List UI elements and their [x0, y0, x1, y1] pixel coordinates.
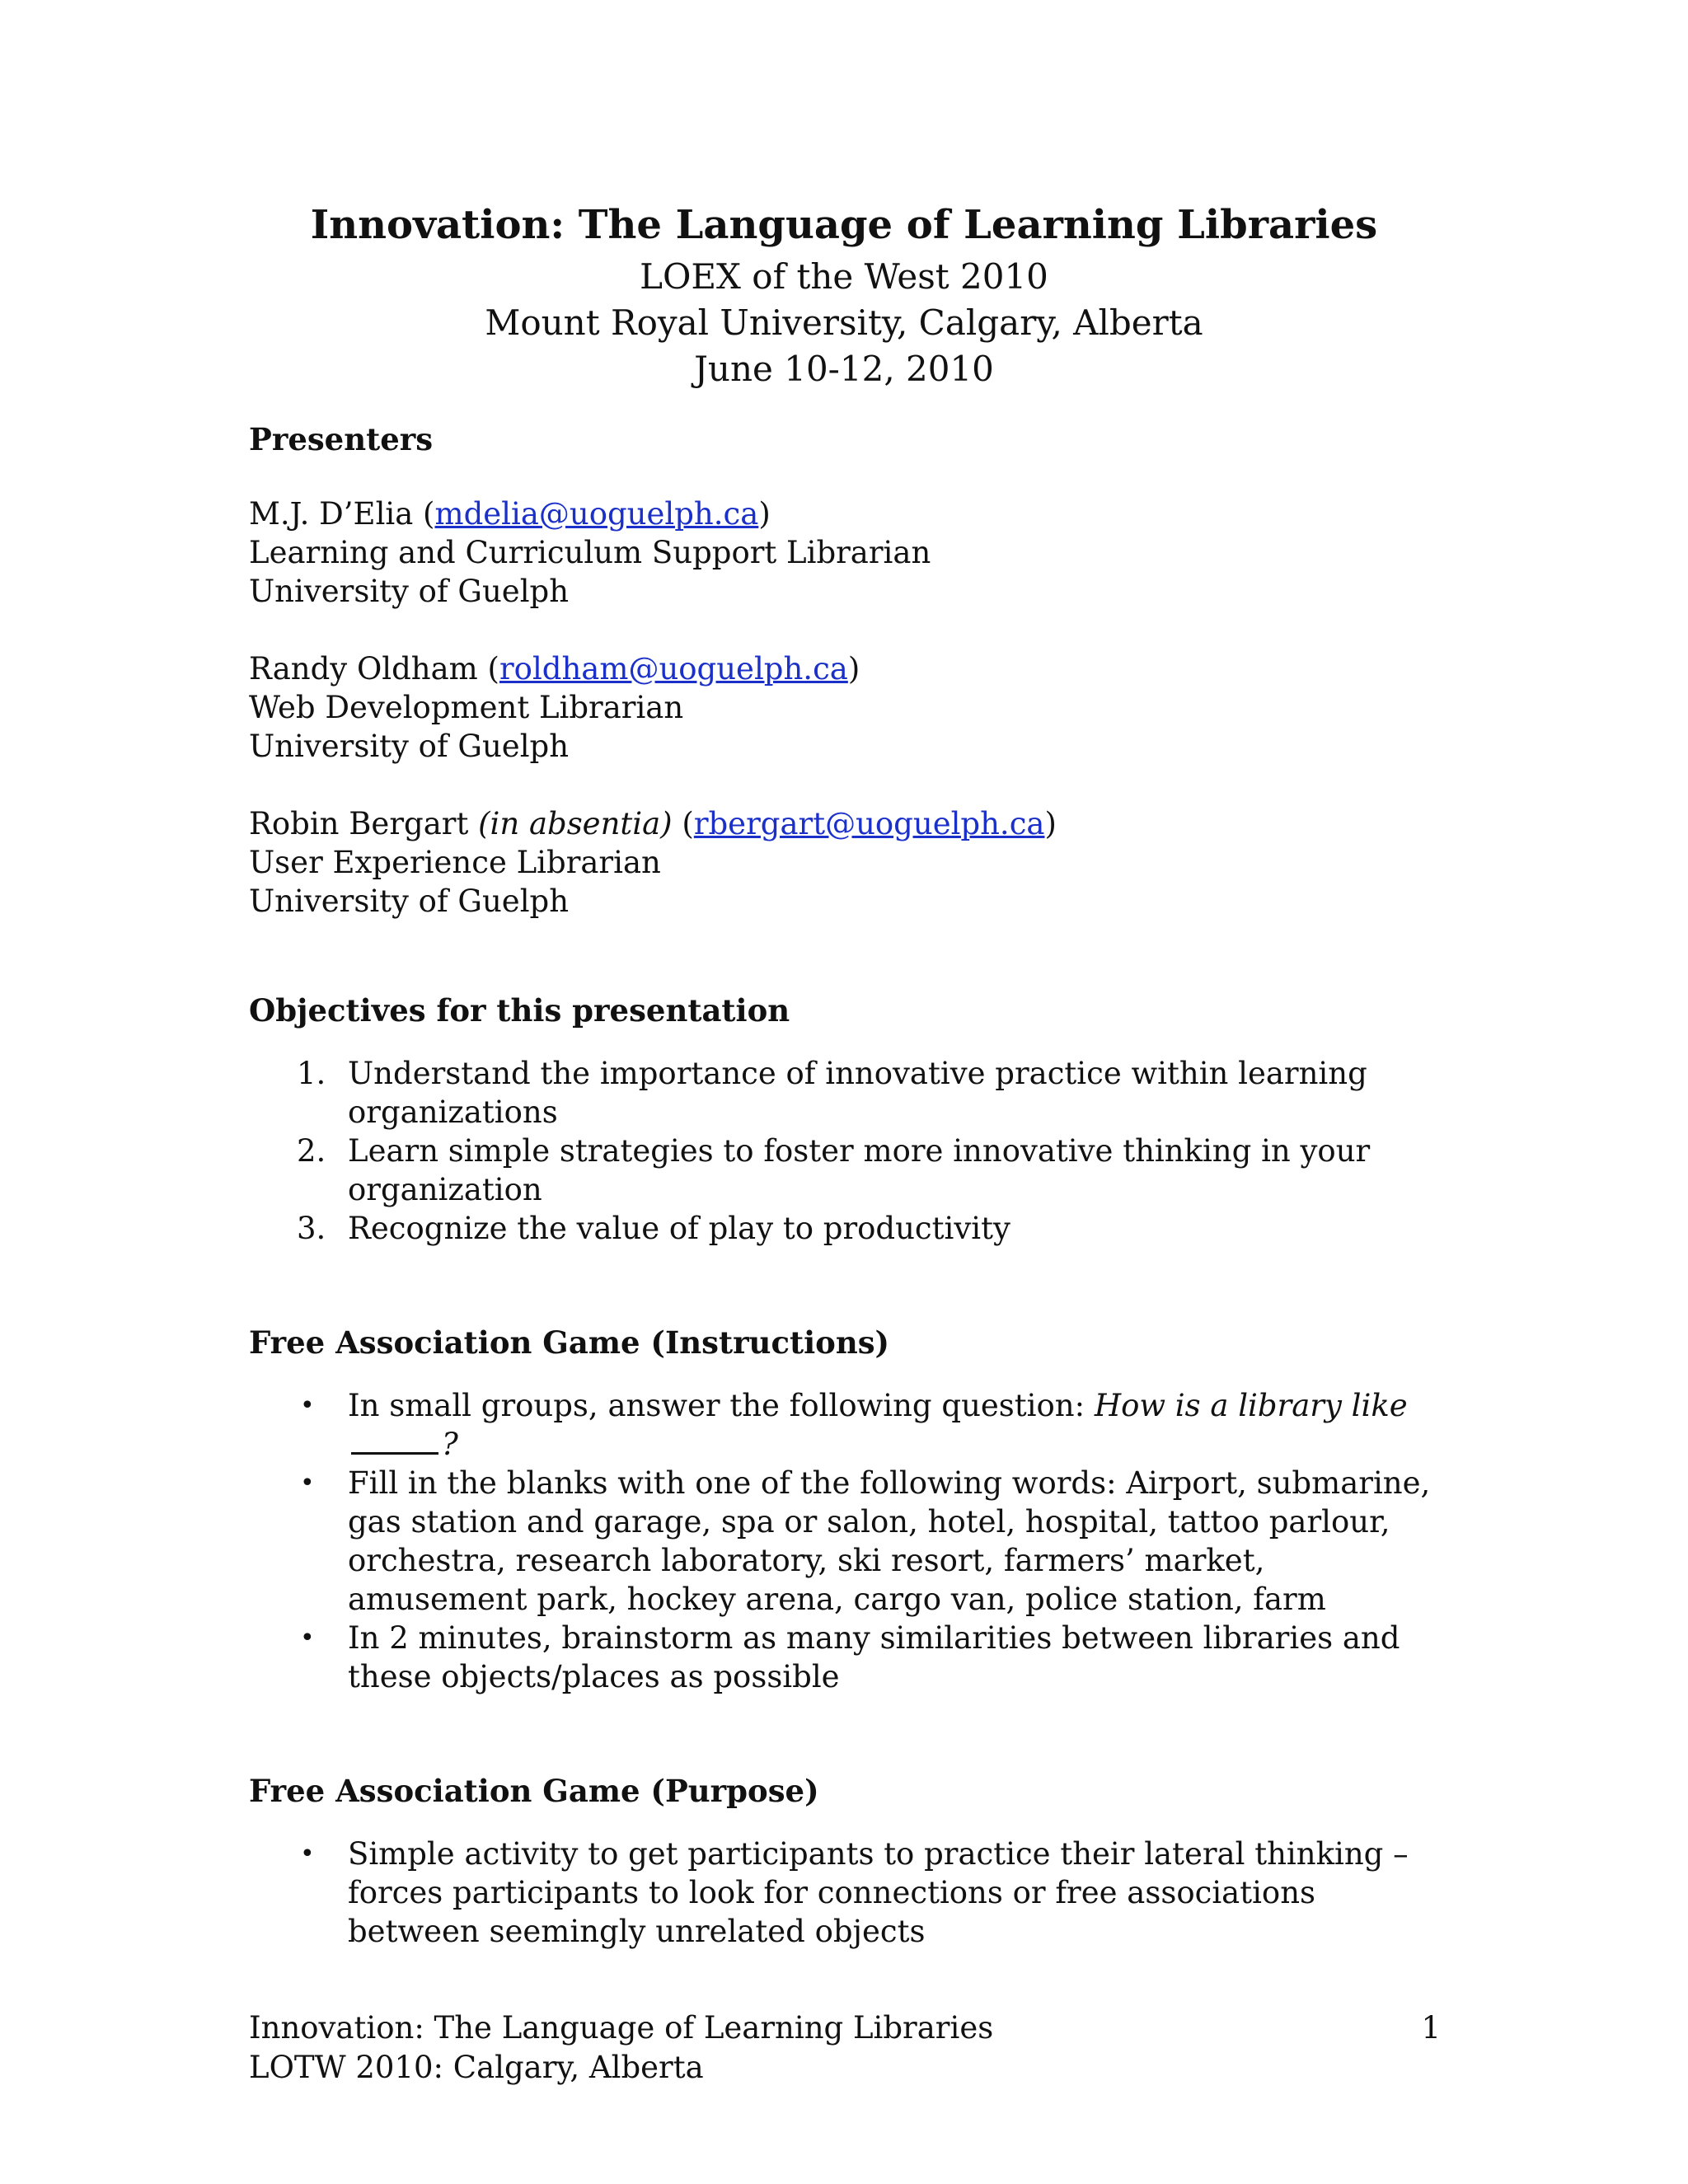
list-item [249, 1209, 1452, 1248]
presenter-email-link[interactable]: roldham@uoguelph.ca [499, 651, 848, 687]
purpose-list [249, 1835, 1452, 1951]
list-item-text: Fill in the blanks with one of the following words: Airport, submarine, gas station and garage, spa or salon, hotel, hospital, tattoo parlour, orchestra, research laboratory, ski resort, farmers’ market, amusement park, hockey arena, cargo van, police station, farm [348, 1465, 1431, 1617]
presenter-name: Robin Bergart [249, 806, 469, 841]
blank-line [351, 1427, 438, 1455]
presenter-email-link[interactable]: rbergart@uoguelph.ca [693, 806, 1045, 841]
list-item-text: Recognize the value of play to productivity [348, 1211, 1010, 1246]
presenter-block [249, 804, 1452, 921]
presenter-institution: University of Guelph [249, 729, 570, 764]
bullet-icon: • [300, 1624, 315, 1652]
page-footer [249, 2008, 1441, 2088]
list-item [249, 1619, 1452, 1696]
objectives-list [249, 1054, 1452, 1248]
presenter-role: Web Development Librarian [249, 690, 684, 725]
list-item [249, 1464, 1452, 1619]
bullet-icon: • [300, 1391, 315, 1420]
instructions-heading: Free Association Game (Instructions) [249, 1324, 890, 1361]
purpose-heading: Free Association Game (Purpose) [249, 1773, 819, 1809]
objectives-heading: Objectives for this presentation [249, 992, 790, 1029]
event-name: LOEX of the West 2010 [640, 256, 1048, 297]
presenter-block [249, 649, 1452, 766]
list-item [249, 1132, 1452, 1209]
document-body [249, 420, 1452, 1951]
list-number: 2. [297, 1133, 326, 1169]
footer-event: LOTW 2010: Calgary, Alberta [249, 2050, 704, 2085]
list-item [249, 1386, 1452, 1464]
list-item-text: Learn simple strategies to foster more innovative thinking in your organization [348, 1133, 1371, 1207]
list-item-text: In 2 minutes, brainstorm as many similarities between libraries and these objects/places as possible [348, 1620, 1400, 1694]
presenter-note: (in absentia) [478, 806, 673, 841]
presenter-email-link[interactable]: mdelia@uoguelph.ca [434, 496, 759, 532]
presenter-name: Randy Oldham [249, 651, 478, 687]
bullet-icon: • [300, 1840, 315, 1868]
instructions-section [249, 1324, 1452, 1696]
question-mark: ? [442, 1427, 458, 1462]
presenter-role: User Experience Librarian [249, 845, 661, 880]
instructions-list [249, 1386, 1452, 1696]
list-item [249, 1835, 1452, 1951]
bullet-icon: • [300, 1469, 315, 1497]
list-item-text: Simple activity to get participants to practice their lateral thinking – forces participants to look for connections or free associations between seemingly unrelated objects [348, 1836, 1409, 1949]
presenter-name-line: M.J. D’Elia (mdelia@uoguelph.ca) [249, 496, 771, 532]
event-dates: June 10-12, 2010 [694, 349, 994, 389]
list-item [249, 1054, 1452, 1132]
presenter-name-line: Randy Oldham (roldham@uoguelph.ca) [249, 651, 860, 687]
list-number: 1. [297, 1056, 326, 1091]
footer-title: Innovation: The Language of Learning Libraries [249, 2010, 994, 2046]
list-number: 3. [297, 1211, 326, 1246]
event-location: Mount Royal University, Calgary, Alberta [485, 302, 1203, 343]
document-header [0, 196, 1688, 392]
presenter-institution: University of Guelph [249, 574, 570, 609]
page-number: 1 [1421, 2010, 1441, 2046]
presenter-role: Learning and Curriculum Support Librarian [249, 535, 931, 570]
document-title: Innovation: The Language of Learning Libraries [310, 202, 1378, 248]
presenter-name-line: Robin Bergart (in absentia) (rbergart@uoguelph.ca) [249, 806, 1057, 841]
presenter-name: M.J. D’Elia [249, 496, 414, 532]
purpose-section [249, 1772, 1452, 1951]
list-item-text: Understand the importance of innovative practice within learning organizations [348, 1056, 1367, 1130]
question-text: How is a library like [1094, 1388, 1408, 1423]
presenters-heading: Presenters [249, 421, 434, 457]
list-item-text: In small groups, answer the following question: [348, 1388, 1095, 1423]
presenter-block [249, 494, 1452, 611]
presenter-institution: University of Guelph [249, 883, 570, 919]
objectives-section [249, 991, 1452, 1248]
